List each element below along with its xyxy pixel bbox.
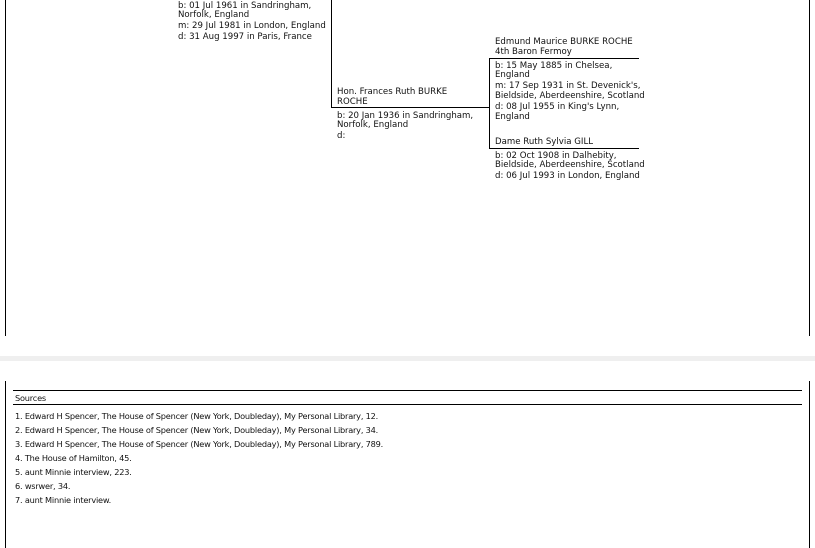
source-item: 4. The House of Hamilton, 45. bbox=[15, 453, 132, 463]
edmund-birth-line2: England bbox=[495, 70, 530, 80]
source-item: 6. wsrwer, 34. bbox=[15, 481, 71, 491]
diana-birth-line1: b: 01 Jul 1961 in Sandringham, bbox=[178, 1, 312, 11]
source-item: 5. aunt Minnie interview, 223. bbox=[15, 467, 132, 477]
ruth-birth-line1: b: 02 Oct 1908 in Dalhebity, bbox=[495, 151, 617, 161]
sources-heading: Sources bbox=[15, 393, 46, 403]
sources-heading-rule bbox=[13, 404, 802, 405]
frances-birth-line1: b: 20 Jan 1936 in Sandringham, bbox=[337, 111, 474, 121]
diana-death: d: 31 Aug 1997 in Paris, France bbox=[178, 32, 312, 42]
diana-birth-line2: Norfolk, England bbox=[178, 10, 250, 20]
page2-border-right bbox=[809, 381, 810, 548]
ruth-death: d: 06 Jul 1993 in London, England bbox=[495, 171, 640, 181]
page-border-left bbox=[5, 0, 6, 336]
edmund-marriage-line2: Bieldside, Aberdeenshire, Scotland bbox=[495, 91, 645, 101]
sources-top-rule bbox=[13, 390, 802, 391]
ruth-birth-line2: Bieldside, Aberdeenshire, Scotland bbox=[495, 160, 645, 170]
edmund-marriage-line1: m: 17 Sep 1931 in St. Devenick's, bbox=[495, 81, 641, 91]
frances-birth-line2: Norfolk, England bbox=[337, 120, 409, 130]
page-break bbox=[0, 336, 815, 381]
source-item: 3. Edward H Spencer, The House of Spencer (New York, Doubleday), My Personal Library, 789. bbox=[15, 439, 384, 449]
edmund-name-line2[interactable]: 4th Baron Fermoy bbox=[495, 47, 572, 57]
source-item: 1. Edward H Spencer, The House of Spencer (New York, Doubleday), My Personal Library, 12. bbox=[15, 411, 379, 421]
diana-marriage: m: 29 Jul 1981 in London, England bbox=[178, 21, 326, 31]
edmund-name-line1[interactable]: Edmund Maurice BURKE ROCHE bbox=[495, 37, 633, 47]
frances-name-line2[interactable]: ROCHE bbox=[337, 97, 368, 107]
edmund-underline bbox=[489, 58, 639, 59]
edmund-birth-line1: b: 15 May 1885 in Chelsea, bbox=[495, 61, 613, 71]
frances-name-line1[interactable]: Hon. Frances Ruth BURKE bbox=[337, 87, 448, 97]
edmund-death-line1: d: 08 Jul 1955 in King's Lynn, bbox=[495, 102, 620, 112]
frances-death: d: bbox=[337, 131, 346, 141]
ruth-underline bbox=[489, 148, 639, 149]
frances-underline bbox=[331, 107, 490, 108]
source-item: 2. Edward H Spencer, The House of Spencer (New York, Doubleday), My Personal Library, 34. bbox=[15, 425, 379, 435]
page-border-right bbox=[809, 0, 810, 336]
edmund-death-line2: England bbox=[495, 112, 530, 122]
source-item: 7. aunt Minnie interview. bbox=[15, 495, 112, 505]
page2-border-left bbox=[5, 381, 6, 548]
ruth-name[interactable]: Dame Ruth Sylvia GILL bbox=[495, 137, 594, 147]
connector-parents bbox=[489, 59, 490, 149]
connector-diana-frances bbox=[331, 0, 332, 108]
